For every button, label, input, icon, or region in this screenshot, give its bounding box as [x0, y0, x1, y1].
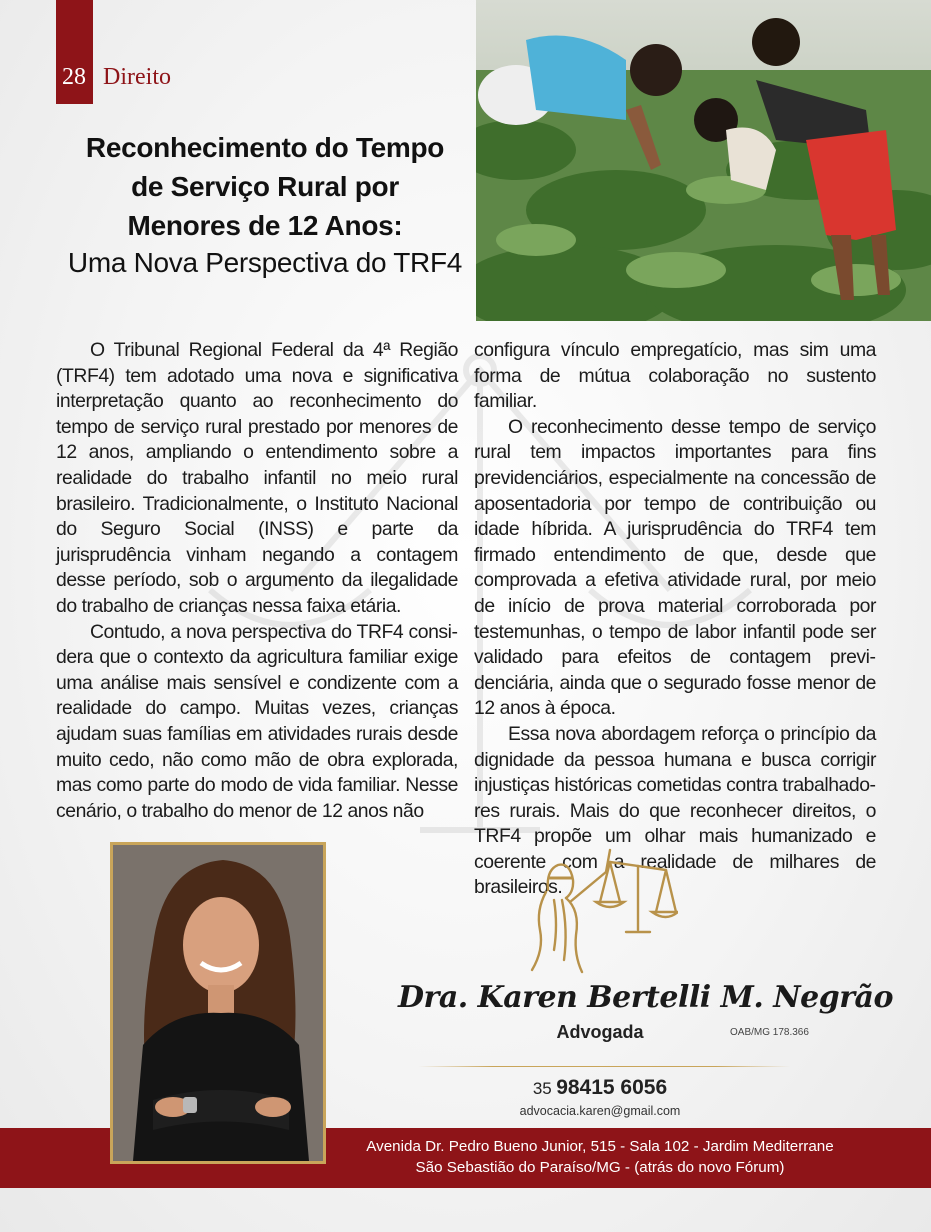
- article-paragraph: O Tribunal Regional Federal da 4ª Região (TRF4) tem adotado uma nova e significativa interpretação quanto ao reconhecimento do tempo de serviço rural prestado por menores de 12 anos, ampliando o entendimento sobre a realidade do trabalho infantil no meio rural brasileiro. Tradicionalmente, o Instituto Nacional do Seguro Social (INSS) e parte da jurisprudência vinham negando a contagem desse período, sob o argumento da ilegalidade do trabalho de crianças nessa faixa etária.: [56, 339, 458, 617]
- article-paragraph: Contudo, a nova perspectiva do TRF4 considera que o contexto da agricultura familiar exige uma análise mais sensível e condizente com a realidade do campo. Muitas vezes, crianças ajudam suas famílias em atividades rurais desde muito cedo, não como mão de obra explorada, mas como parte do modo de vida familiar. Nesse cenário, o trabalho do menor de 12 anos não: [56, 620, 458, 822]
- children-field-illustration: [476, 0, 931, 321]
- article-subtitle: Uma Nova Perspectiva do TRF4: [67, 247, 463, 278]
- article-title-block: [60, 128, 470, 281]
- article-column-left: [56, 338, 458, 824]
- article-title: Reconhecimento do Tempo de Serviço Rural por Menores de 12 Anos:: [85, 132, 445, 241]
- email-link[interactable]: advocacia.karen@gmail.com: [519, 1104, 681, 1118]
- gold-divider: [418, 1066, 790, 1067]
- footer-address-line-1: Avenida Dr. Pedro Bueno Junior, 515 - Sala 102 - Jardim Mediterrane: [366, 1138, 834, 1155]
- phone-digits: 98415 6056: [556, 1076, 668, 1099]
- article-column-right: [474, 338, 876, 901]
- article-paragraph-continuation: configura vínculo empregatício, mas sim uma forma de mútua colaboração no sustento familiar.: [474, 339, 876, 413]
- phone-number[interactable]: [480, 1076, 720, 1100]
- justice-scale-icon: [518, 840, 678, 978]
- page-number: 28: [62, 64, 86, 90]
- hero-photo: [476, 0, 931, 321]
- lawyer-profession: Advogada: [556, 1022, 644, 1042]
- footer-address-line-2: São Sebastião do Paraíso/MG - (atrás do novo Fórum): [415, 1159, 785, 1176]
- section-label: Direito: [103, 64, 171, 90]
- portrait-illustration: [113, 845, 323, 1161]
- lawyer-name: Dra. Karen Bertelli M. Negrão: [398, 980, 893, 1015]
- article-paragraph: O reconhecimento desse tempo de serviço rural tem impactos importantes para fins previdenciários, especialmente na concessão de aposentadoria por tempo de contribuição ou idade híbrida. A jurisprudência do TRF4 tem firmado entendimento de que, desde que comprovada a efetiva atividade rural, por meio de início de prova material corroborada por testemunhas, o tempo de labor infantil pode ser validado para efeitos de contagem previdenciária, ainda que o segurado fosse menor de 12 anos à época.: [474, 415, 876, 720]
- lawyer-portrait: [110, 842, 326, 1164]
- article-paragraph: Essa nova abordagem reforça o princípio da dignidade da pessoa humana e busca corrigir injustiças históricas cometidas contra trabalhadores rurais. Mais do que reconhecer direitos, o TRF4 propõe um olhar mais humanizado e coerente com a realidade de milhares de brasileiros.: [474, 722, 876, 899]
- oab-registration: OAB/MG 178.366: [730, 1027, 809, 1038]
- phone-area-code: 35: [532, 1079, 552, 1098]
